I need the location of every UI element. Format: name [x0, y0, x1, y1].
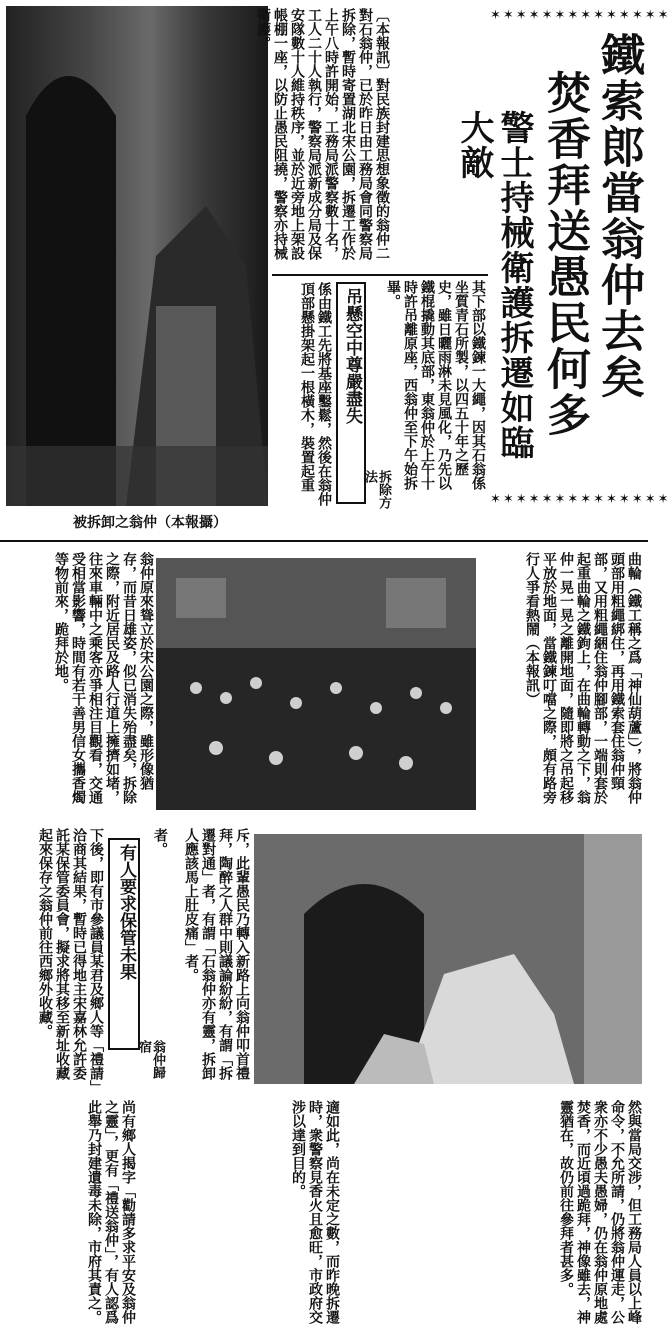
headline-main-b: 焚香拜送愚民何多 [539, 70, 590, 438]
headline-sub: 警士持械衛護拆遷如臨大敵 [454, 110, 534, 460]
subhead-suspended: 吊懸空中尊嚴盡失 [336, 282, 366, 504]
photo1-caption: 被拆卸之翁仲（本報攝） [73, 515, 227, 531]
headline-stars-bottom: ✶✶✶✶✶✶✶✶✶✶✶✶✶✶ [490, 492, 671, 507]
subhead-suspended-tag: 拆除方法 [362, 470, 391, 509]
article3-continued: 下後，即有市參議員某君及鄉人等「禮請」洽商其結果，暫時已得地主宋嘉林允許委託某保管委員會，擬求將其移至新址收藏起來保存之翁仲前往西鄉外收藏。 [37, 828, 104, 1087]
article1-continued: 係由鐵工先將基座鑿鬆，然後在翁仲頂部懸掛架起一根橫木，裝置起重 [299, 282, 332, 506]
statue-silhouette-icon [6, 6, 268, 506]
photo-statue-removal [254, 834, 642, 1084]
article1-column-b: 其下部以鐵鍊一大繩，因其石翁係坐質青石所製，以四五十年之歷史，雖日曬雨淋未見風化，乃先以鐵棍撬動其底部，東翁仲於上午十時許吊離原座，西翁仲至下午始拆畢。 [385, 280, 486, 490]
article4-column-c: 尚有鄉人揭字「勸請多求平安及翁仲之靈」，更有「禮送翁仲」，有人認爲此舉乃封建遺毒未除，市府其責之。 [86, 1100, 136, 1324]
article2-column-b: 翁仲原來聳立於宋公園之際，雖形像猶存，而昔日雄姿，似已消失殆盡矣，拆除之際，附近居民及路人行道上擁擠如堵，往來車輛中之乘客亦爭相注目觀看，交通受相當影響，時間有若干善男信女攜香燭等物前來，跪拜於地。 [53, 552, 154, 804]
article2-column-a: 曲輪（鐵工稱之爲「神仙葫蘆」），將翁仲頭部用粗繩綁住，再用鐵索套住翁仲頸部，又用粗繩綑住翁仲腳部，一端則套於起重曲輪之鐵鉤上，在曲輪轉動之下，翁仲一晃一晃之離開地面，隨即將之吊起移平放於地面，當鐵鍊叮噹之際，頗有路旁行人爭看熱鬧（本報訊） [524, 552, 642, 804]
subhead-custody: 有人要求保管未果 [108, 838, 140, 1050]
subhead-custody-tag: 翁仲歸宿 [136, 1040, 165, 1079]
article4-column-b: 適如此，尚在未定之數，而昨晚拆遷時，衆警察見香火且愈旺，市政府交涉以達到目的。 [290, 1100, 340, 1324]
article3-column-b: 斥，此輩愚民乃轉入新路上向翁仲叩首禮拜，陶醉之人群中則議論紛紛，有謂「拆遷對通」者，有謂「石翁仲亦有靈，拆卸人應該馬上肚皮痛」者。 [183, 828, 250, 1080]
divider [272, 274, 488, 276]
headline-main-a: 鐵索郎當翁仲去矣 [593, 32, 644, 400]
article4-column-a: 然與當局交涉，但工務局人員以上峰命令，不允所請，仍將翁仲運走，公衆亦不少愚夫愚婦，仍在翁仲原地處焚香，而近頃過跪拜，神像雖去，神靈猶在，故仍前往參拜者甚多。 [558, 1100, 642, 1324]
article3-column-a: 者。 [152, 828, 168, 856]
photo-statue-top [6, 6, 268, 506]
photo-crowd [156, 558, 476, 810]
article4-column-middle [138, 1100, 238, 1328]
section-divider [0, 540, 648, 542]
headline-stars-top: ✶✶✶✶✶✶✶✶✶✶✶✶✶✶ [490, 8, 671, 23]
article1-column-a: 〔本報訊〕對民族封建思想象徵的翁仲二對石翁仲，已於昨日由工務局會同警察局拆除，暫時寄置湖北宋公園，拆遷工作於上午八時許開始，工務局派警察數十名，工人二十人執行，警察局派新成分局及保安隊數十人維持秩序，並於近旁地上架設帳棚一座，以防止愚民阻撓，警察亦持械衛護。 [255, 8, 390, 260]
removal-scene-icon [254, 834, 642, 1084]
crowd-scene-icon [156, 558, 476, 810]
